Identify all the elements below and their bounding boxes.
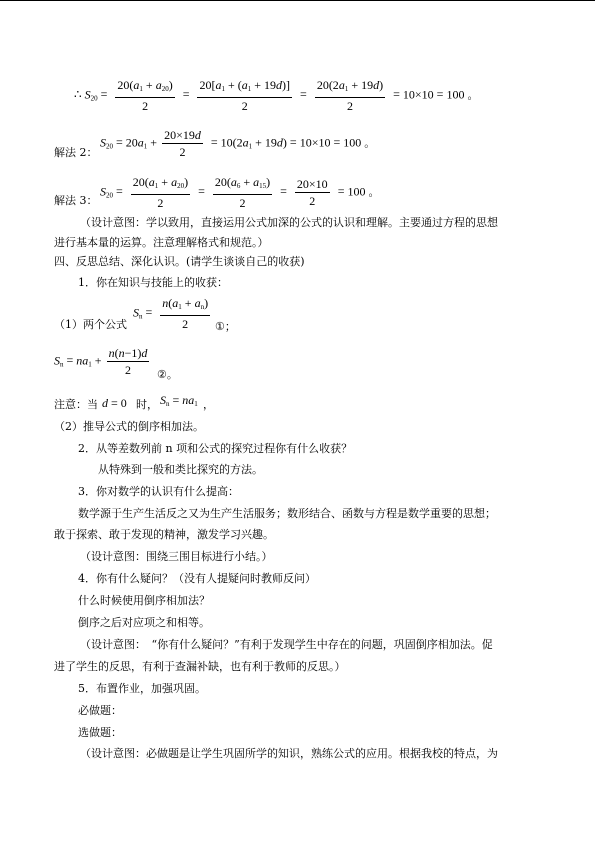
design-intent-2: （设计意图：围绕三围目标进行小结。） <box>80 550 273 563</box>
top-rule <box>0 0 595 1</box>
formula-solution-1: ∴ $S_{20}$ = $\frac{20(a_1 + a_{20})}{2}$ = $\frac{20[a_1 + (a_1 + 19d)]}{2}$ = $\frac{20(2a_1 + 19d)}{2}$ = 10×10 = 100 。 <box>74 78 479 113</box>
circled-2: ②。 <box>157 368 178 381</box>
question-1: 1．你在知识与技能上的收获： <box>78 276 228 289</box>
optional-homework: 选做题： <box>78 726 122 739</box>
note-condition: d = 0 <box>102 396 127 410</box>
question-2: 2．从等差数列前 n 项和公式的探究过程你有什么收获？ <box>78 442 353 455</box>
therefore-symbol: ∴ <box>74 87 82 102</box>
question-4: 4．你有什么疑问？（没有人提疑问时教师反问） <box>78 572 316 585</box>
note-prefix: 注意：当 <box>54 398 98 411</box>
question-2-answer: 从特殊到一般和类比探究的方法。 <box>98 463 263 476</box>
formula-sn-2: $S_n = na_1$ + $\frac{n(n-1)d}{2}$ <box>54 346 148 377</box>
solution-2-label: 解法 2： <box>54 146 98 159</box>
question-3-answer-line1: 数学源于生产生活反之又为生产生活服务；数形结合、函数与方程是数学重要的思想； <box>78 507 496 520</box>
design-intent-1-line2: 进行基本量的运算。注意理解格式和规范。） <box>54 236 269 249</box>
design-intent-3-line1: （设计意图： “你有什么疑问？”有利于发现学生中存在的问题，巩固倒序相加法。促 <box>80 638 493 651</box>
circled-1: ①； <box>215 320 236 333</box>
required-homework: 必做题： <box>78 704 122 717</box>
design-intent-1-line1: （设计意图：学以致用，直接运用公式加深的公式的认识和理解。主要通过方程的思想 <box>80 216 498 229</box>
formula-sn-1: $S_n$ = $\frac{n(a_1 + a_n)}{2}$ <box>133 296 209 331</box>
two-formulas-label: （1）两个公式 <box>54 318 127 331</box>
reverse-add: （2）推导公式的倒序相加法。 <box>54 420 204 433</box>
formula-solution-2: $S_{20} = 20a_1$ + $\frac{20\times 19d}{2}$ = $10(2a_1 + 19d) = 10\times 10 = 100$ 。 <box>100 128 376 159</box>
design-intent-3-line2: 进了学生的反思，有利于查漏补缺，也有利于教师的反思。） <box>54 660 346 673</box>
question-3: 3．你对数学的认识有什么提高： <box>78 485 239 498</box>
solution-3-label: 解法 3： <box>54 194 98 207</box>
formula-solution-3: $S_{20}$ = $\frac{20(a_1 + a_{20})}{2}$ = $\frac{20(a_6 + a_{15})}{2}$ = $\frac{20\times 10}{2}$ = 100 。 <box>100 175 380 210</box>
note-time: 时， <box>136 398 158 411</box>
design-intent-4: （设计意图：必做题是让学生巩固所学的知识，熟练公式的应用。根据我校的特点，为 <box>80 747 498 760</box>
question-4-a: 什么时候使用倒序相加法？ <box>78 594 210 607</box>
note-result: $S_n = na_1$ <box>160 393 198 408</box>
question-5: 5．布置作业，加强巩固。 <box>78 682 206 695</box>
question-4-b: 倒序之后对应项之和相等。 <box>78 616 210 629</box>
note-comma: ， <box>203 398 214 411</box>
section4-title: 四、反思总结、深化认识。(请学生谈谈自己的收获) <box>54 255 305 268</box>
question-3-answer-line2: 敢于探索、敢于发现的精神，激发学习兴趣。 <box>54 528 274 541</box>
